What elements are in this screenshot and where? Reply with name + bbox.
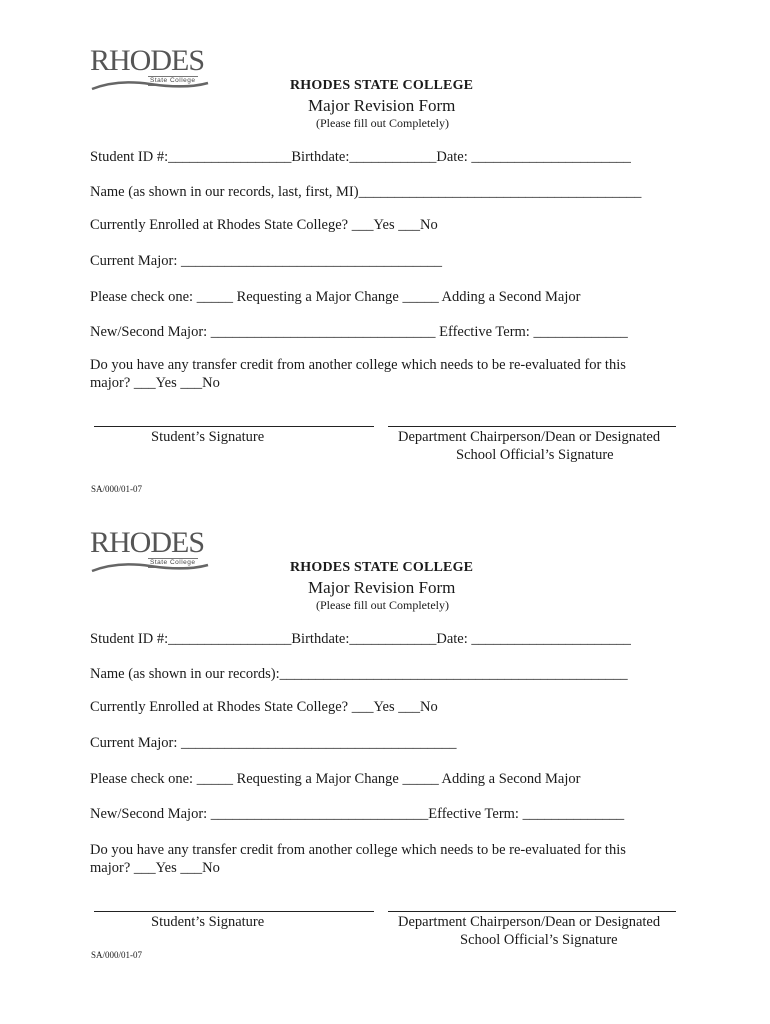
new-major-effective-term-field[interactable]: New/Second Major: _______________________________ Effective Term: _____________ xyxy=(90,324,628,340)
fill-instruction: (Please fill out Completely) xyxy=(316,116,449,130)
check-one-field[interactable]: Please check one: _____ Requesting a Major Change _____ Adding a Second Major xyxy=(90,289,581,305)
enrolled-yes-no-field[interactable]: Currently Enrolled at Rhodes State College? ___Yes ___No xyxy=(90,217,438,233)
official-signature-label-1: Department Chairperson/Dean or Designated xyxy=(398,914,661,930)
transfer-credit-question: Do you have any transfer credit from another college which needs to be re-evaluated for this xyxy=(90,842,626,858)
fill-instruction: (Please fill out Completely) xyxy=(316,598,449,612)
official-signature-label-2: School Official’s Signature xyxy=(460,932,618,948)
student-signature-label: Student’s Signature xyxy=(151,429,265,445)
enrolled-yes-no-field[interactable]: Currently Enrolled at Rhodes State College? ___Yes ___No xyxy=(90,699,438,715)
name-field[interactable]: Name (as shown in our records, last, first, MI)_______________________________________ xyxy=(90,184,642,200)
college-name: RHODES STATE COLLEGE xyxy=(290,78,474,93)
student-id-birthdate-date-field[interactable]: Student ID #:_________________Birthdate:____________Date: ______________________ xyxy=(90,631,631,647)
name-field[interactable]: Name (as shown in our records):________________________________________________ xyxy=(90,666,628,682)
new-major-effective-term-field[interactable]: New/Second Major: ______________________________Effective Term: ______________ xyxy=(90,806,625,822)
rhodes-logo: RHODES State College xyxy=(90,528,210,578)
official-signature-line[interactable] xyxy=(388,426,676,427)
student-id-birthdate-date-field[interactable]: Student ID #:_________________Birthdate:____________Date: ______________________ xyxy=(90,149,631,165)
form-title: Major Revision Form xyxy=(308,578,456,597)
transfer-credit-yes-no-field[interactable]: major? ___Yes ___No xyxy=(90,375,220,391)
official-signature-line[interactable] xyxy=(388,911,676,912)
transfer-credit-question: Do you have any transfer credit from another college which needs to be re-evaluated for this xyxy=(90,357,626,373)
form-code: SA/000/01-07 xyxy=(91,484,143,494)
transfer-credit-yes-no-field[interactable]: major? ___Yes ___No xyxy=(90,860,220,876)
form-code: SA/000/01-07 xyxy=(91,950,143,960)
current-major-field[interactable]: Current Major: ______________________________________ xyxy=(90,735,457,751)
check-one-field[interactable]: Please check one: _____ Requesting a Major Change _____ Adding a Second Major xyxy=(90,771,581,787)
college-name: RHODES STATE COLLEGE xyxy=(290,560,474,575)
logo-swoosh-icon xyxy=(90,562,210,574)
logo-swoosh-icon xyxy=(90,80,210,92)
official-signature-label-1: Department Chairperson/Dean or Designated xyxy=(398,429,661,445)
form-title: Major Revision Form xyxy=(308,96,456,115)
student-signature-line[interactable] xyxy=(94,426,374,427)
student-signature-line[interactable] xyxy=(94,911,374,912)
rhodes-logo: RHODES State College xyxy=(90,46,210,96)
current-major-field[interactable]: Current Major: ____________________________________ xyxy=(90,253,443,269)
student-signature-label: Student’s Signature xyxy=(151,914,265,930)
official-signature-label-2: School Official’s Signature xyxy=(456,447,614,463)
